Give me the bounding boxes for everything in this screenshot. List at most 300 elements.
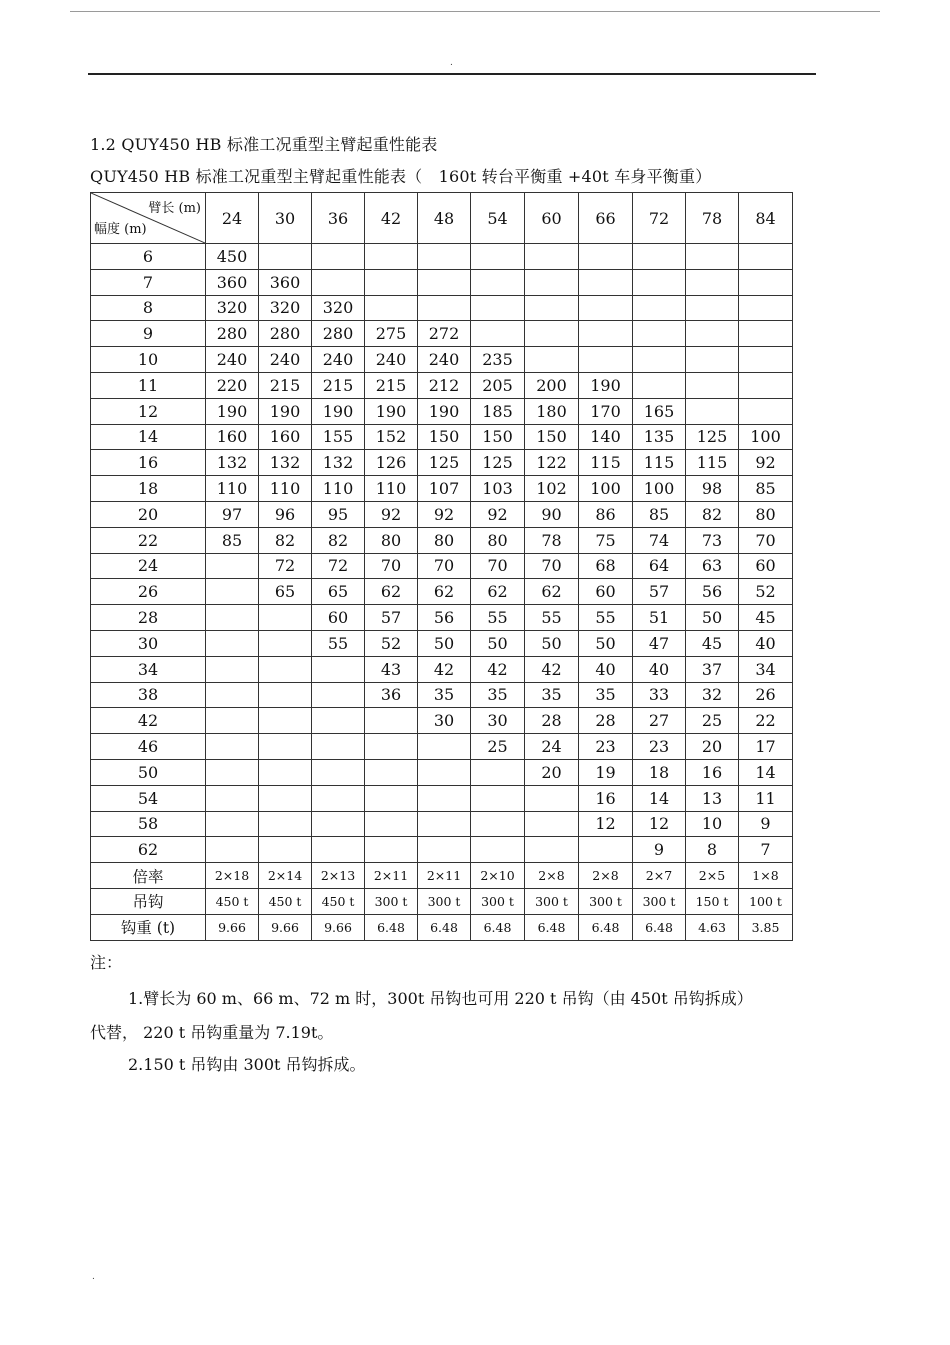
capacity-cell: 212 <box>418 372 471 398</box>
capacity-cell <box>418 269 471 295</box>
capacity-cell <box>579 295 633 321</box>
capacity-cell: 190 <box>312 398 365 424</box>
capacity-cell: 125 <box>471 450 525 476</box>
footer-value-cell: 300 t <box>633 888 686 914</box>
footer-value-cell: 300 t <box>471 888 525 914</box>
page-header-mark: . <box>450 58 453 68</box>
footer-value-cell: 300 t <box>525 888 579 914</box>
capacity-cell: 190 <box>259 398 312 424</box>
capacity-cell: 110 <box>259 476 312 502</box>
capacity-cell <box>206 605 259 631</box>
radius-cell: 14 <box>91 424 206 450</box>
footer-value-cell: 1×8 <box>739 863 793 889</box>
capacity-cell: 27 <box>633 708 686 734</box>
capacity-cell: 240 <box>206 347 259 373</box>
capacity-cell: 14 <box>633 785 686 811</box>
capacity-cell <box>312 759 365 785</box>
capacity-cell: 103 <box>471 476 525 502</box>
capacity-cell: 13 <box>686 785 739 811</box>
capacity-cell <box>633 347 686 373</box>
footer-value-cell: 2×18 <box>206 863 259 889</box>
boom-length-header: 84 <box>739 193 793 244</box>
footer-value-cell: 6.48 <box>579 914 633 940</box>
footer-value-cell: 3.85 <box>739 914 793 940</box>
table-row <box>91 811 793 837</box>
capacity-cell: 275 <box>365 321 418 347</box>
capacity-cell: 25 <box>686 708 739 734</box>
capacity-cell <box>471 269 525 295</box>
capacity-cell: 65 <box>259 579 312 605</box>
capacity-cell: 28 <box>579 708 633 734</box>
capacity-cell <box>739 398 793 424</box>
note-1-line-1: 1.臂长为 60 m、66 m、72 m 时，300t 吊钩也可用 220 t 吊钩（由 450t 吊钩拆成） <box>128 989 753 1008</box>
capacity-cell: 185 <box>471 398 525 424</box>
capacity-cell: 52 <box>739 579 793 605</box>
capacity-cell <box>686 347 739 373</box>
capacity-cell: 12 <box>633 811 686 837</box>
footer-value-cell: 6.48 <box>471 914 525 940</box>
capacity-cell: 8 <box>686 837 739 863</box>
capacity-cell: 100 <box>633 476 686 502</box>
capacity-cell: 50 <box>686 605 739 631</box>
capacity-cell: 97 <box>206 501 259 527</box>
capacity-cell: 205 <box>471 372 525 398</box>
capacity-cell <box>633 372 686 398</box>
capacity-cell: 43 <box>365 656 418 682</box>
capacity-cell: 42 <box>525 656 579 682</box>
footer-value-cell: 2×5 <box>686 863 739 889</box>
capacity-cell <box>206 553 259 579</box>
radius-cell: 42 <box>91 708 206 734</box>
capacity-cell: 12 <box>579 811 633 837</box>
capacity-cell: 35 <box>418 682 471 708</box>
capacity-cell: 110 <box>365 476 418 502</box>
capacity-cell: 125 <box>686 424 739 450</box>
capacity-cell: 110 <box>206 476 259 502</box>
capacity-cell: 190 <box>418 398 471 424</box>
capacity-cell: 42 <box>418 656 471 682</box>
capacity-cell: 190 <box>206 398 259 424</box>
boom-length-header: 54 <box>471 193 525 244</box>
capacity-cell <box>259 682 312 708</box>
capacity-cell: 57 <box>365 605 418 631</box>
capacity-cell: 23 <box>579 734 633 760</box>
capacity-cell: 280 <box>312 321 365 347</box>
capacity-cell <box>365 295 418 321</box>
capacity-cell <box>739 321 793 347</box>
table-row <box>91 553 793 579</box>
capacity-cell: 90 <box>525 501 579 527</box>
footer-label-cell: 吊钩 <box>91 888 206 914</box>
page-top-rule <box>70 11 880 12</box>
capacity-cell <box>633 321 686 347</box>
capacity-cell: 125 <box>418 450 471 476</box>
capacity-cell: 280 <box>259 321 312 347</box>
capacity-cell: 135 <box>633 424 686 450</box>
capacity-cell: 450 <box>206 244 259 270</box>
capacity-cell: 19 <box>579 759 633 785</box>
table-row <box>91 398 793 424</box>
capacity-cell <box>633 269 686 295</box>
footer-value-cell: 6.48 <box>633 914 686 940</box>
capacity-cell <box>259 656 312 682</box>
capacity-cell <box>259 734 312 760</box>
boom-length-header: 60 <box>525 193 579 244</box>
capacity-cell <box>418 295 471 321</box>
capacity-cell: 70 <box>739 527 793 553</box>
capacity-cell: 240 <box>418 347 471 373</box>
capacity-cell: 40 <box>579 656 633 682</box>
capacity-cell <box>206 708 259 734</box>
load-chart-table <box>90 192 793 941</box>
capacity-cell: 220 <box>206 372 259 398</box>
table-row <box>91 527 793 553</box>
capacity-cell <box>579 269 633 295</box>
table-title: QUY450 HB 标准工况重型主臂起重性能表（ 160t 转台平衡重 +40t 车身平衡重） <box>90 167 712 186</box>
capacity-cell <box>471 837 525 863</box>
capacity-cell: 7 <box>739 837 793 863</box>
capacity-cell <box>206 785 259 811</box>
radius-cell: 58 <box>91 811 206 837</box>
capacity-cell: 126 <box>365 450 418 476</box>
capacity-cell <box>739 347 793 373</box>
capacity-cell <box>686 321 739 347</box>
capacity-cell: 75 <box>579 527 633 553</box>
capacity-cell: 47 <box>633 630 686 656</box>
radius-cell: 12 <box>91 398 206 424</box>
capacity-cell: 240 <box>365 347 418 373</box>
boom-length-header: 42 <box>365 193 418 244</box>
capacity-cell: 62 <box>471 579 525 605</box>
capacity-cell: 92 <box>739 450 793 476</box>
capacity-cell: 70 <box>471 553 525 579</box>
radius-cell: 22 <box>91 527 206 553</box>
capacity-cell <box>259 244 312 270</box>
boom-length-header: 48 <box>418 193 471 244</box>
capacity-cell <box>259 837 312 863</box>
footer-value-cell: 6.48 <box>365 914 418 940</box>
table-footer-row <box>91 863 793 889</box>
capacity-cell: 32 <box>686 682 739 708</box>
capacity-cell: 65 <box>312 579 365 605</box>
capacity-cell <box>418 785 471 811</box>
capacity-cell: 35 <box>579 682 633 708</box>
capacity-cell <box>739 244 793 270</box>
boom-length-header: 72 <box>633 193 686 244</box>
capacity-cell: 40 <box>739 630 793 656</box>
capacity-cell <box>206 630 259 656</box>
capacity-cell <box>259 605 312 631</box>
capacity-cell <box>259 630 312 656</box>
footer-value-cell: 6.48 <box>525 914 579 940</box>
capacity-cell: 17 <box>739 734 793 760</box>
capacity-cell: 110 <box>312 476 365 502</box>
capacity-cell: 45 <box>686 630 739 656</box>
capacity-cell <box>471 244 525 270</box>
capacity-cell: 35 <box>471 682 525 708</box>
capacity-cell <box>471 785 525 811</box>
capacity-cell: 24 <box>525 734 579 760</box>
capacity-cell <box>525 295 579 321</box>
capacity-cell: 50 <box>471 630 525 656</box>
capacity-cell: 82 <box>312 527 365 553</box>
capacity-cell: 100 <box>579 476 633 502</box>
capacity-cell: 190 <box>579 372 633 398</box>
capacity-cell: 152 <box>365 424 418 450</box>
table-row <box>91 605 793 631</box>
capacity-cell: 40 <box>633 656 686 682</box>
radius-cell: 9 <box>91 321 206 347</box>
capacity-cell: 33 <box>633 682 686 708</box>
capacity-cell <box>206 734 259 760</box>
capacity-cell: 70 <box>365 553 418 579</box>
capacity-cell <box>365 244 418 270</box>
table-row <box>91 501 793 527</box>
radius-cell: 7 <box>91 269 206 295</box>
capacity-cell: 115 <box>686 450 739 476</box>
footer-value-cell: 4.63 <box>686 914 739 940</box>
radius-cell: 20 <box>91 501 206 527</box>
capacity-cell <box>259 785 312 811</box>
capacity-cell <box>686 244 739 270</box>
capacity-cell <box>259 759 312 785</box>
radius-cell: 26 <box>91 579 206 605</box>
capacity-cell <box>525 321 579 347</box>
footer-value-cell: 300 t <box>579 888 633 914</box>
capacity-cell: 50 <box>418 630 471 656</box>
capacity-cell: 240 <box>312 347 365 373</box>
footer-label-cell: 钩重 (t) <box>91 914 206 940</box>
corner-cell <box>91 193 206 244</box>
capacity-cell: 165 <box>633 398 686 424</box>
section-heading: 1.2 QUY450 HB 标准工况重型主臂起重性能表 <box>90 135 438 154</box>
note-2: 2.150 t 吊钩由 300t 吊钩拆成。 <box>128 1055 366 1074</box>
capacity-cell <box>525 347 579 373</box>
capacity-cell: 60 <box>312 605 365 631</box>
capacity-cell: 50 <box>579 630 633 656</box>
capacity-cell: 26 <box>739 682 793 708</box>
table-row <box>91 630 793 656</box>
table-row <box>91 785 793 811</box>
capacity-cell: 18 <box>633 759 686 785</box>
table-row <box>91 295 793 321</box>
capacity-cell <box>633 295 686 321</box>
capacity-cell: 55 <box>525 605 579 631</box>
capacity-cell: 320 <box>206 295 259 321</box>
capacity-cell <box>259 708 312 734</box>
capacity-cell <box>471 295 525 321</box>
capacity-cell <box>686 295 739 321</box>
capacity-cell: 115 <box>579 450 633 476</box>
footer-value-cell: 2×8 <box>525 863 579 889</box>
capacity-cell: 132 <box>206 450 259 476</box>
capacity-cell: 150 <box>525 424 579 450</box>
capacity-cell: 85 <box>206 527 259 553</box>
footer-value-cell: 6.48 <box>418 914 471 940</box>
capacity-cell: 55 <box>471 605 525 631</box>
capacity-cell: 78 <box>525 527 579 553</box>
boom-length-header: 66 <box>579 193 633 244</box>
capacity-cell: 92 <box>365 501 418 527</box>
footer-value-cell: 9.66 <box>312 914 365 940</box>
capacity-cell: 160 <box>206 424 259 450</box>
capacity-cell: 10 <box>686 811 739 837</box>
capacity-cell <box>312 269 365 295</box>
boom-length-label: 臂长 (m) <box>148 201 201 216</box>
radius-cell: 30 <box>91 630 206 656</box>
capacity-cell <box>686 372 739 398</box>
capacity-cell: 320 <box>259 295 312 321</box>
capacity-cell: 98 <box>686 476 739 502</box>
capacity-cell <box>471 759 525 785</box>
capacity-cell: 72 <box>259 553 312 579</box>
capacity-cell: 56 <box>686 579 739 605</box>
footer-value-cell: 2×11 <box>365 863 418 889</box>
table-row <box>91 579 793 605</box>
capacity-cell <box>312 837 365 863</box>
footer-value-cell: 2×8 <box>579 863 633 889</box>
capacity-cell: 132 <box>259 450 312 476</box>
capacity-cell <box>686 269 739 295</box>
capacity-cell: 45 <box>739 605 793 631</box>
capacity-cell: 85 <box>739 476 793 502</box>
capacity-cell <box>365 708 418 734</box>
capacity-cell <box>471 811 525 837</box>
capacity-cell <box>312 811 365 837</box>
radius-cell: 62 <box>91 837 206 863</box>
capacity-cell: 70 <box>525 553 579 579</box>
capacity-cell: 96 <box>259 501 312 527</box>
capacity-cell <box>418 734 471 760</box>
footer-label-cell: 倍率 <box>91 863 206 889</box>
capacity-cell <box>418 759 471 785</box>
table-row <box>91 476 793 502</box>
capacity-cell <box>206 579 259 605</box>
footer-value-cell: 2×14 <box>259 863 312 889</box>
capacity-cell <box>312 708 365 734</box>
capacity-cell <box>365 269 418 295</box>
capacity-cell: 215 <box>365 372 418 398</box>
radius-cell: 34 <box>91 656 206 682</box>
footer-value-cell: 150 t <box>686 888 739 914</box>
capacity-cell: 14 <box>739 759 793 785</box>
footer-value-cell: 450 t <box>312 888 365 914</box>
footer-value-cell: 100 t <box>739 888 793 914</box>
table-row <box>91 244 793 270</box>
table-footer-row <box>91 888 793 914</box>
capacity-cell: 215 <box>259 372 312 398</box>
capacity-cell: 60 <box>739 553 793 579</box>
capacity-cell <box>739 295 793 321</box>
radius-cell: 11 <box>91 372 206 398</box>
capacity-cell: 100 <box>739 424 793 450</box>
capacity-cell: 122 <box>525 450 579 476</box>
capacity-cell <box>312 785 365 811</box>
radius-cell: 18 <box>91 476 206 502</box>
capacity-cell: 55 <box>579 605 633 631</box>
footer-value-cell: 2×13 <box>312 863 365 889</box>
capacity-cell <box>579 347 633 373</box>
capacity-cell: 23 <box>633 734 686 760</box>
capacity-cell: 150 <box>418 424 471 450</box>
capacity-cell: 9 <box>633 837 686 863</box>
capacity-cell: 320 <box>312 295 365 321</box>
capacity-cell: 30 <box>418 708 471 734</box>
capacity-cell <box>259 811 312 837</box>
capacity-cell: 215 <box>312 372 365 398</box>
capacity-cell: 62 <box>418 579 471 605</box>
capacity-cell: 80 <box>471 527 525 553</box>
capacity-cell: 37 <box>686 656 739 682</box>
capacity-cell: 80 <box>365 527 418 553</box>
capacity-cell <box>312 682 365 708</box>
capacity-cell: 92 <box>471 501 525 527</box>
capacity-cell <box>365 759 418 785</box>
footer-value-cell: 2×10 <box>471 863 525 889</box>
capacity-cell: 62 <box>525 579 579 605</box>
capacity-cell <box>206 759 259 785</box>
capacity-cell: 107 <box>418 476 471 502</box>
capacity-cell: 28 <box>525 708 579 734</box>
capacity-cell: 240 <box>259 347 312 373</box>
capacity-cell <box>633 244 686 270</box>
radius-cell: 16 <box>91 450 206 476</box>
capacity-cell <box>206 682 259 708</box>
capacity-cell <box>365 785 418 811</box>
capacity-cell: 360 <box>206 269 259 295</box>
capacity-cell: 52 <box>365 630 418 656</box>
table-row <box>91 321 793 347</box>
capacity-cell: 64 <box>633 553 686 579</box>
capacity-cell: 16 <box>579 785 633 811</box>
capacity-cell: 102 <box>525 476 579 502</box>
capacity-cell: 70 <box>418 553 471 579</box>
footer-value-cell: 450 t <box>259 888 312 914</box>
capacity-cell: 72 <box>312 553 365 579</box>
capacity-cell <box>525 269 579 295</box>
capacity-cell: 60 <box>579 579 633 605</box>
capacity-cell <box>579 244 633 270</box>
capacity-cell: 190 <box>365 398 418 424</box>
boom-length-header: 36 <box>312 193 365 244</box>
capacity-cell: 92 <box>418 501 471 527</box>
boom-length-header: 30 <box>259 193 312 244</box>
capacity-cell: 200 <box>525 372 579 398</box>
capacity-cell: 16 <box>686 759 739 785</box>
capacity-cell: 85 <box>633 501 686 527</box>
table-row <box>91 656 793 682</box>
note-1-line-2: 代替， 220 t 吊钩重量为 7.19t。 <box>90 1023 334 1042</box>
capacity-cell: 35 <box>525 682 579 708</box>
radius-cell: 38 <box>91 682 206 708</box>
capacity-cell: 170 <box>579 398 633 424</box>
capacity-cell <box>206 811 259 837</box>
radius-cell: 8 <box>91 295 206 321</box>
capacity-cell: 82 <box>686 501 739 527</box>
capacity-cell <box>418 837 471 863</box>
capacity-cell: 51 <box>633 605 686 631</box>
capacity-cell <box>525 244 579 270</box>
table-row <box>91 424 793 450</box>
capacity-cell: 280 <box>206 321 259 347</box>
table-row <box>91 450 793 476</box>
capacity-cell: 82 <box>259 527 312 553</box>
capacity-cell: 11 <box>739 785 793 811</box>
radius-cell: 10 <box>91 347 206 373</box>
radius-cell: 6 <box>91 244 206 270</box>
capacity-cell: 73 <box>686 527 739 553</box>
capacity-cell: 20 <box>686 734 739 760</box>
